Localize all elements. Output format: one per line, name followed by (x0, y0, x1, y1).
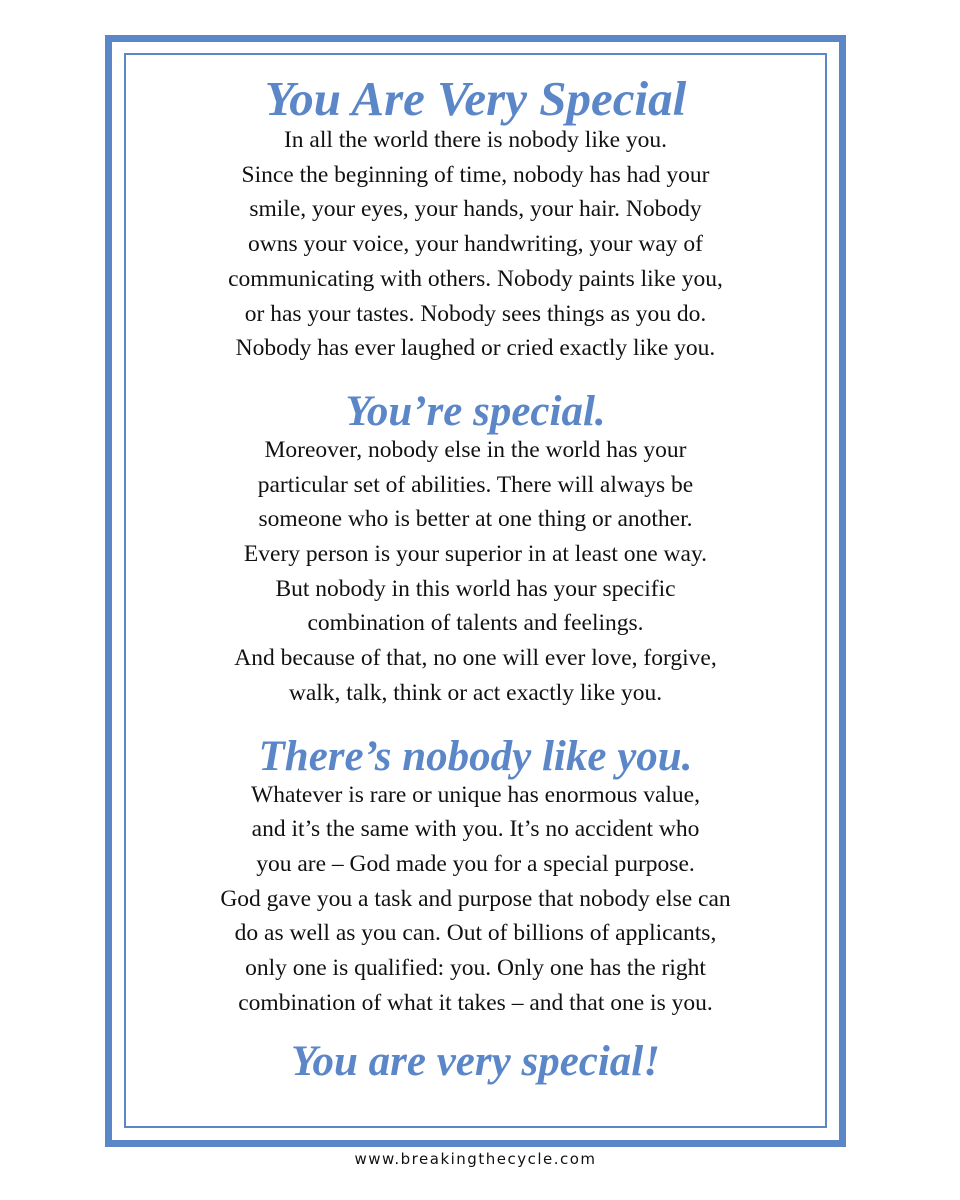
paragraph-line: Nobody has ever laughed or cried exactly like you. (235, 335, 716, 362)
section-3-paragraph (130, 778, 821, 1021)
paragraph-line: But nobody in this world has your specific (275, 575, 676, 602)
paragraph-line: Moreover, nobody else in the world has your (264, 436, 687, 463)
main-heading: You Are Very Special (264, 71, 687, 126)
section-3-heading: There’s nobody like you. (258, 732, 693, 780)
paragraph-line: Every person is your superior in at least one way. (243, 541, 708, 568)
paragraph-line: someone who is better at one thing or another. (258, 506, 693, 533)
card-content (130, 71, 821, 1086)
paragraph-line: do as well as you can. Out of billions of applicants, (234, 920, 717, 947)
paragraph-line: particular set of abilities. There will always be (257, 471, 694, 498)
section-2-heading: You’re special. (345, 387, 606, 435)
paragraph-line: walk, talk, think or act exactly like you. (288, 679, 663, 706)
paragraph-line: owns your voice, your handwriting, your way of (248, 231, 703, 258)
paragraph-line: Since the beginning of time, nobody has had your (241, 161, 710, 188)
paragraph-line: communicating with others. Nobody paints like you, (228, 265, 723, 292)
paragraph-line: In all the world there is nobody like you. (283, 127, 668, 153)
paragraph-line: And because of that, no one will ever love, forgive, (234, 645, 717, 672)
paragraph-line: Whatever is rare or unique has enormous value, (251, 781, 700, 808)
paragraph-line: smile, your eyes, your hands, your hair. Nobody (249, 196, 702, 223)
section-1-paragraph (130, 123, 821, 366)
paragraph-line: and it’s the same with you. It’s no accident who (251, 816, 700, 843)
paragraph-line: or has your tastes. Nobody sees things as you do. (244, 300, 707, 327)
section-2-paragraph (130, 433, 821, 711)
closing-heading: You are very special! (290, 1038, 660, 1086)
paragraph-line: God gave you a task and purpose that nobody else can (220, 885, 731, 912)
footer-url: www.breakingthecycle.com (354, 1150, 597, 1168)
paragraph-line: you are – God made you for a special purpose. (256, 850, 695, 877)
paragraph-line: only one is qualified: you. Only one has the right (245, 955, 706, 982)
paragraph-line: combination of what it takes – and that one is you. (238, 989, 713, 1016)
paragraph-line: combination of talents and feelings. (307, 610, 644, 637)
